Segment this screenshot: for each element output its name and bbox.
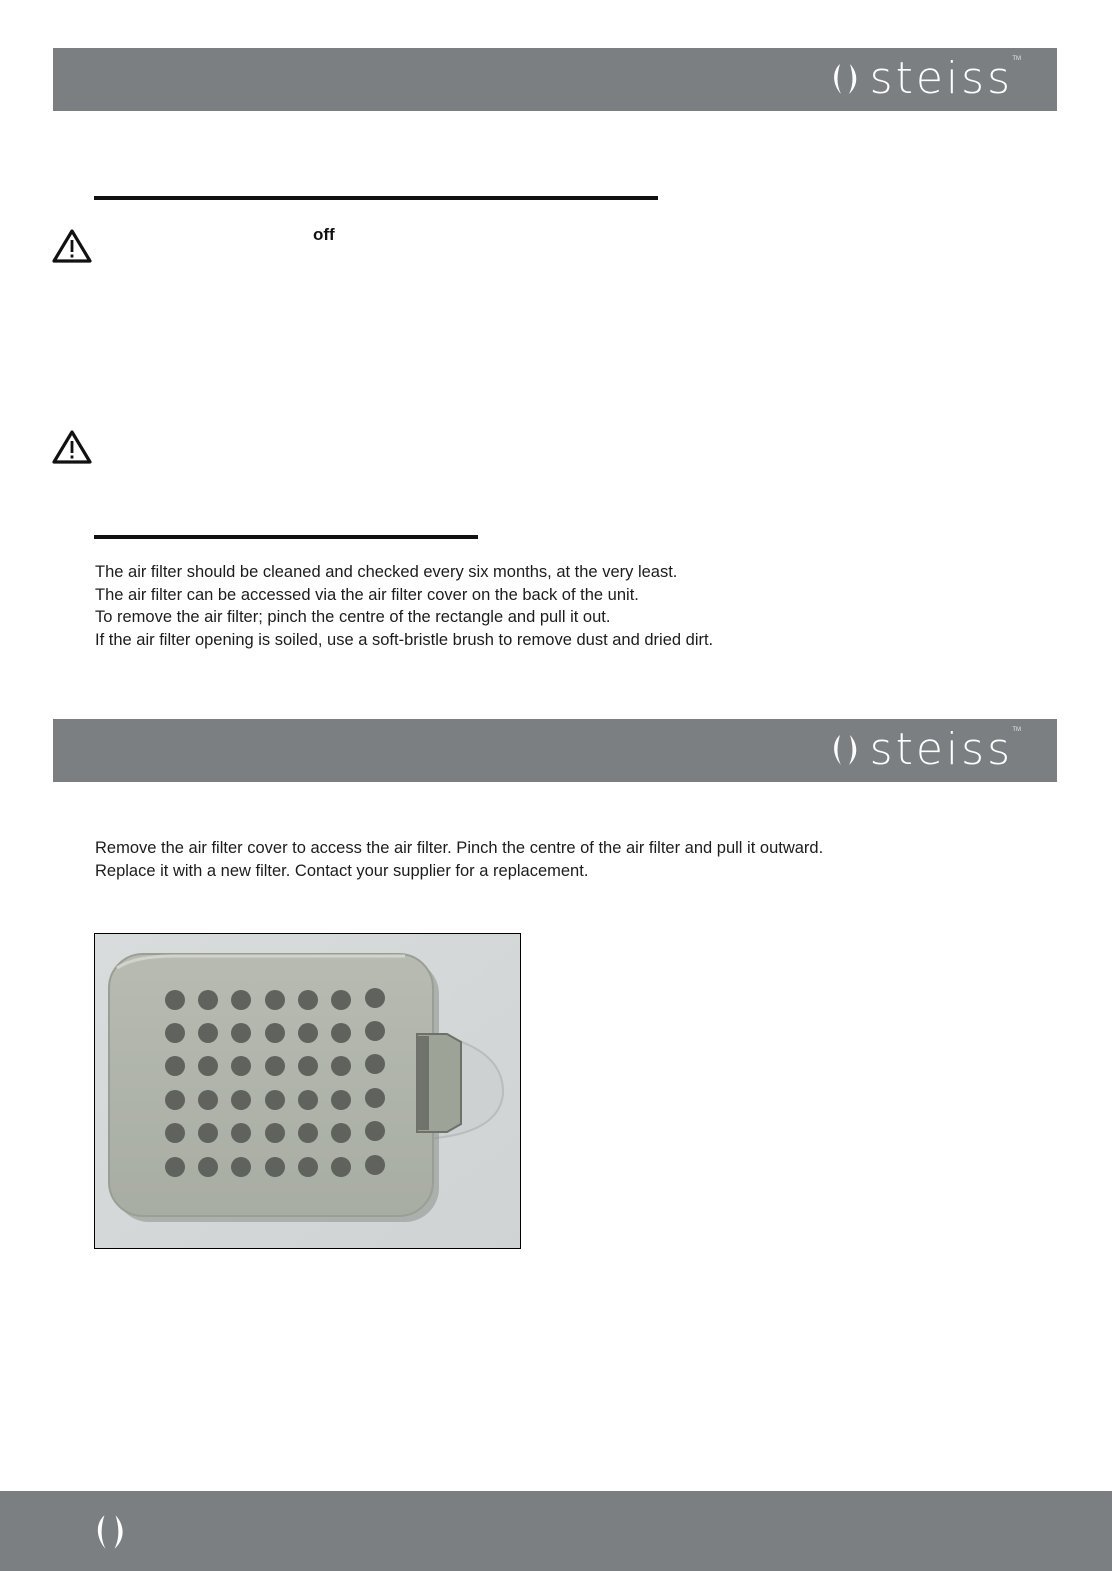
air-filter-cleaning-paragraph (95, 561, 713, 651)
text-line: Replace it with a new filter. Contact your supplier for a replacement. (95, 861, 589, 880)
section-heading-rule (94, 535, 478, 539)
air-filter-cover-photo (94, 933, 521, 1249)
trademark-mark: TM (1012, 727, 1021, 733)
steiss-leaf-logo-icon (93, 1513, 127, 1556)
text-line: Remove the air filter cover to access the air filter. Pinch the centre of the air filter and pull it outward. (95, 839, 824, 857)
brand-logo (830, 53, 1021, 104)
trademark-mark: TM (1012, 56, 1021, 62)
brand-logo (830, 724, 1021, 775)
warning-triangle-icon (51, 429, 93, 465)
brand-wordmark: steiss (869, 53, 1013, 104)
header-band (53, 48, 1057, 111)
filter-replacement-paragraph (95, 837, 823, 882)
section-heading-rule (94, 196, 658, 200)
steiss-leaf-logo-icon (830, 733, 860, 767)
text-line: If the air filter opening is soiled, use a soft-bristle brush to remove dust and dried dirt. (95, 630, 714, 649)
steiss-leaf-logo-icon (830, 62, 860, 96)
off-label: off (313, 225, 335, 244)
text-line: The air filter can be accessed via the air filter cover on the back of the unit. (95, 585, 639, 604)
header-band (53, 719, 1057, 782)
text-line: To remove the air filter; pinch the centre of the rectangle and pull it out. (95, 608, 611, 626)
brand-wordmark: steiss (869, 724, 1013, 775)
footer-band (0, 1491, 1112, 1571)
text-line: The air filter should be cleaned and checked every six months, at the very least. (95, 563, 678, 581)
warning-triangle-icon (51, 228, 93, 264)
